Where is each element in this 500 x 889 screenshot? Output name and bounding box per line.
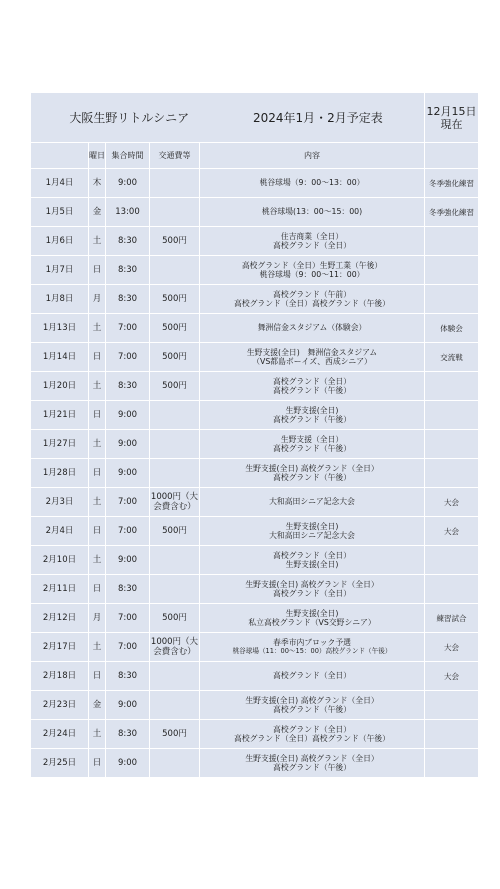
cell-date: 1月28日 [31,459,89,488]
cell-content [200,691,425,720]
content-line: 高校グランド（午前） [273,289,351,299]
cell-note: 大会 [425,488,479,517]
table-row [31,633,479,662]
content-line: 桃谷球場（9：00〜11：00） [259,270,365,279]
table-row [31,575,479,604]
cell-note [425,546,479,575]
cell-note: 大会 [425,662,479,691]
cell-meet-time: 9:00 [106,401,150,430]
cell-weekday: 木 [89,169,106,198]
cell-meet-time: 7:00 [106,633,150,662]
cell-meet-time: 9:00 [106,546,150,575]
table-row [31,488,479,517]
cell-date: 1月21日 [31,401,89,430]
content-line: 高校グランド（午後） [273,473,351,482]
cell-content [200,459,425,488]
as-of-date: 12月15日 [426,104,477,118]
cell-content [200,604,425,633]
cell-content [200,749,425,778]
cell-note [425,227,479,256]
cell-weekday: 日 [89,256,106,285]
cell-fare: 500円 [150,285,200,314]
cell-fare [150,198,200,227]
table-row [31,691,479,720]
header-content: 内容 [200,143,425,169]
cell-date: 1月8日 [31,285,89,314]
cell-note: 冬季強化練習 [425,198,479,227]
cell-note: 冬季強化練習 [425,169,479,198]
content-line: 生野支援(全日) [285,521,339,531]
table-row [31,604,479,633]
cell-meet-time: 13:00 [106,198,150,227]
content-line: （VS都島ボーイズ、西成シニア） [252,357,372,366]
content-line: 高校グランド（午後） [273,763,351,772]
cell-meet-time: 7:00 [106,488,150,517]
cell-weekday: 日 [89,343,106,372]
content-line: 生野支援(全日) 舞洲信金スタジアム [246,347,378,357]
cell-content [200,430,425,459]
cell-content [200,227,425,256]
cell-content [200,256,425,285]
cell-note: 交流戦 [425,343,479,372]
table-row [31,256,479,285]
cell-weekday: 土 [89,314,106,343]
cell-meet-time: 8:30 [106,662,150,691]
content-line: 住吉商業（全日） [280,231,344,241]
cell-date: 2月18日 [31,662,89,691]
cell-content [200,575,425,604]
cell-weekday: 日 [89,517,106,546]
content-line: 桃谷球場（11：00〜15：00）高校グランド（午後） [232,647,392,655]
cell-note [425,256,479,285]
cell-content [200,401,425,430]
schedule-table [30,92,479,778]
content-line: 春季市内ブロック予選 [273,637,351,647]
cell-fare: 500円 [150,372,200,401]
cell-content [200,285,425,314]
cell-date: 1月14日 [31,343,89,372]
content-line: 私立高校グランド（VS交野シニア） [248,618,376,627]
cell-content [200,343,425,372]
cell-note [425,430,479,459]
schedule-title: 2024年1月・2月予定表 [253,110,383,125]
content-line: 高校グランド（午後） [273,444,351,453]
content-line: 高校グランド（全日） [273,671,351,681]
cell-weekday: 土 [89,430,106,459]
content-line: 生野支援(全日) [285,560,339,569]
cell-weekday: 土 [89,227,106,256]
cell-content [200,314,425,343]
cell-meet-time: 8:30 [106,372,150,401]
table-row [31,546,479,575]
cell-note [425,720,479,749]
cell-fare [150,546,200,575]
content-line: 高校グランド（午後） [273,705,351,714]
header-note [425,143,479,169]
cell-fare [150,401,200,430]
cell-date: 1月27日 [31,430,89,459]
cell-meet-time: 8:30 [106,285,150,314]
cell-date: 2月4日 [31,517,89,546]
content-line: 高校グランド（全日） [273,241,351,250]
title-row [31,93,479,143]
table-row [31,169,479,198]
header-row [31,143,479,169]
cell-date: 1月4日 [31,169,89,198]
cell-date: 2月10日 [31,546,89,575]
cell-meet-time: 9:00 [106,169,150,198]
cell-fare: 500円 [150,517,200,546]
table-row [31,372,479,401]
cell-content [200,720,425,749]
cell-date: 1月20日 [31,372,89,401]
table-row [31,459,479,488]
cell-note [425,575,479,604]
content-line: 生野支援(全日) 高校グランド（全日） [245,579,379,589]
table-row [31,314,479,343]
cell-date: 1月7日 [31,256,89,285]
cell-fare: 1000円（大会費含む） [150,633,200,662]
cell-date: 2月24日 [31,720,89,749]
cell-note: 練習試合 [425,604,479,633]
content-line: 高校グランド（全日）高校グランド（午後） [234,299,390,308]
cell-weekday: 金 [89,691,106,720]
content-line: 生野支援(全日) 高校グランド（全日） [245,463,379,473]
content-line: 桃谷球場(13：00〜15：00) [261,207,363,217]
table-row [31,749,479,778]
table-row [31,198,479,227]
cell-fare [150,575,200,604]
cell-date: 2月12日 [31,604,89,633]
cell-content [200,372,425,401]
team-name: 大阪生野リトルシニア [69,110,190,125]
content-line: 生野支援（全日） [280,434,344,444]
table-row [31,517,479,546]
content-line: 生野支援(全日) [285,405,339,415]
cell-note [425,285,479,314]
cell-meet-time: 9:00 [106,691,150,720]
table-row [31,343,479,372]
cell-content [200,198,425,227]
content-line: 大和高田シニア記念大会 [269,531,355,540]
cell-weekday: 日 [89,575,106,604]
cell-content [200,169,425,198]
cell-fare [150,430,200,459]
content-line: 生野支援(全日) 高校グランド（全日） [245,753,379,763]
title-cell [31,93,425,143]
cell-fare: 1000円（大会費含む） [150,488,200,517]
cell-date: 1月13日 [31,314,89,343]
content-line: 高校グランド（午後） [273,415,351,424]
cell-fare [150,169,200,198]
table-row [31,227,479,256]
cell-note: 大会 [425,517,479,546]
cell-fare [150,691,200,720]
content-line: 大和高田シニア記念大会 [269,497,355,507]
cell-weekday: 日 [89,749,106,778]
content-line: 高校グランド（全日） [273,724,351,734]
cell-fare: 500円 [150,227,200,256]
header-date [31,143,89,169]
cell-note [425,459,479,488]
cell-weekday: 月 [89,285,106,314]
table-row [31,285,479,314]
content-line: 高校グランド（全日）生野工業（午後） [241,260,383,270]
cell-meet-time: 9:00 [106,430,150,459]
cell-date: 2月17日 [31,633,89,662]
cell-date: 2月3日 [31,488,89,517]
content-line: 生野支援(全日) [285,608,339,618]
cell-weekday: 日 [89,662,106,691]
table-row [31,430,479,459]
cell-weekday: 土 [89,488,106,517]
content-line: 桃谷球場（9：00〜13：00） [259,178,365,188]
cell-weekday: 日 [89,401,106,430]
cell-fare: 500円 [150,604,200,633]
cell-date: 1月6日 [31,227,89,256]
header-fare: 交通費等 [150,143,200,169]
cell-meet-time: 7:00 [106,517,150,546]
cell-weekday: 日 [89,459,106,488]
as-of-label: 現在 [440,117,463,131]
cell-date: 1月5日 [31,198,89,227]
cell-note [425,749,479,778]
content-line: 高校グランド（午後） [273,386,351,395]
cell-note [425,401,479,430]
cell-weekday: 月 [89,604,106,633]
cell-meet-time: 8:30 [106,720,150,749]
cell-weekday: 土 [89,546,106,575]
cell-fare [150,256,200,285]
cell-weekday: 土 [89,372,106,401]
cell-date: 2月23日 [31,691,89,720]
cell-fare [150,662,200,691]
cell-meet-time: 7:00 [106,604,150,633]
cell-content [200,546,425,575]
cell-fare: 500円 [150,720,200,749]
cell-meet-time: 9:00 [106,459,150,488]
cell-meet-time: 7:00 [106,343,150,372]
table-row [31,662,479,691]
content-line: 高校グランド（全日）高校グランド（午後） [234,734,390,743]
schedule-sheet [30,92,478,778]
content-line: 舞洲信金スタジアム（体験会） [257,323,367,333]
cell-meet-time: 8:30 [106,575,150,604]
header-meet-time: 集合時間 [106,143,150,169]
cell-content [200,517,425,546]
cell-weekday: 土 [89,720,106,749]
content-line: 高校グランド（全日） [273,376,351,386]
cell-meet-time: 8:30 [106,256,150,285]
cell-note: 体験会 [425,314,479,343]
table-row [31,720,479,749]
cell-weekday: 金 [89,198,106,227]
table-row [31,401,479,430]
cell-content [200,662,425,691]
cell-fare: 500円 [150,314,200,343]
cell-note [425,691,479,720]
content-line: 高校グランド（全日） [273,589,351,598]
cell-date: 2月11日 [31,575,89,604]
as-of-cell [425,93,479,143]
cell-meet-time: 7:00 [106,314,150,343]
cell-note [425,372,479,401]
header-weekday: 曜日 [89,143,106,169]
cell-date: 2月25日 [31,749,89,778]
cell-content [200,488,425,517]
cell-note: 大会 [425,633,479,662]
cell-meet-time: 9:00 [106,749,150,778]
cell-fare [150,749,200,778]
cell-content [200,633,425,662]
cell-fare [150,459,200,488]
content-line: 高校グランド（全日） [273,550,351,560]
cell-meet-time: 8:30 [106,227,150,256]
content-line: 生野支援(全日) 高校グランド（全日） [245,695,379,705]
cell-weekday: 土 [89,633,106,662]
cell-fare: 500円 [150,343,200,372]
